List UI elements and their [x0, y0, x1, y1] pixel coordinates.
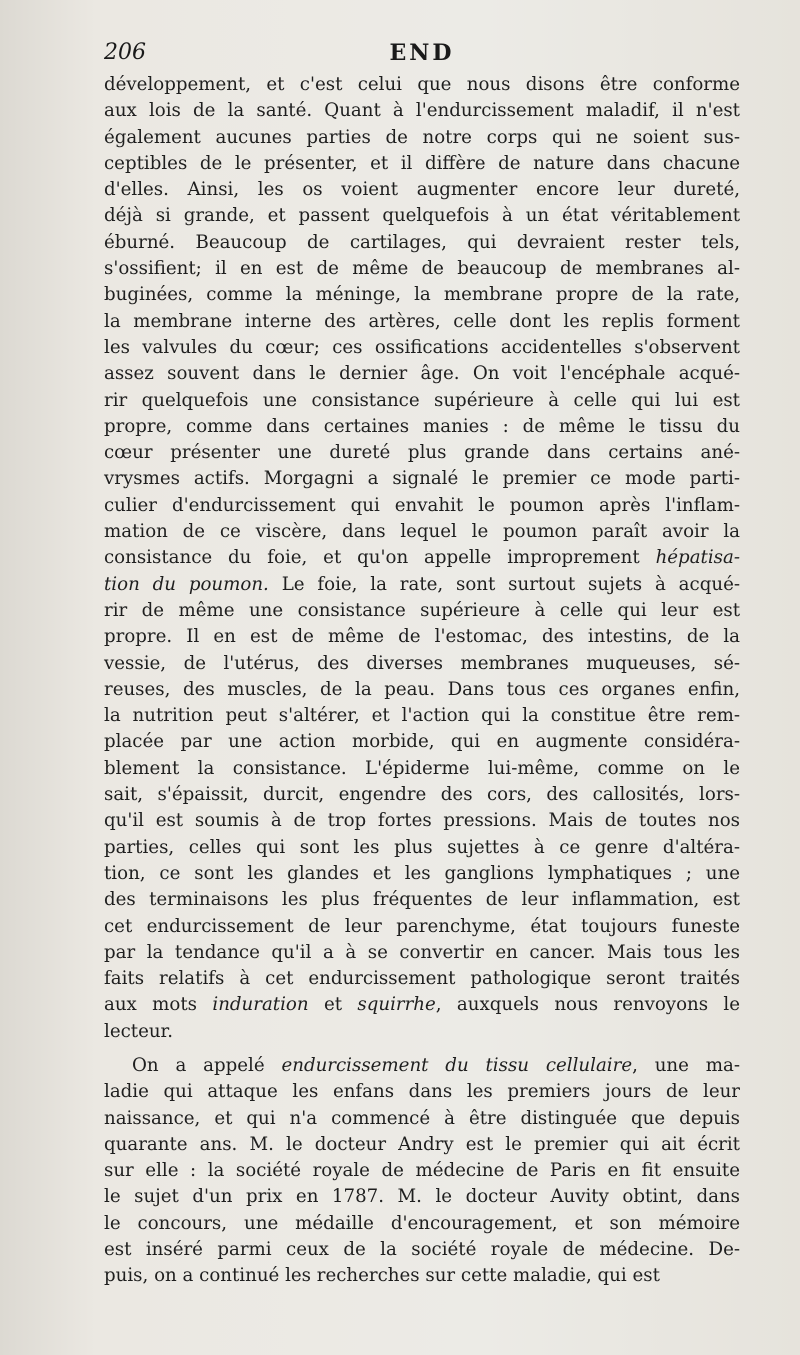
text-span: sur elle : la société royale de médecine de Paris en fit ensuite — [104, 1160, 740, 1182]
text-line — [104, 1079, 740, 1105]
text-span: éburné. Beaucoup de cartilages, qui devraient rester tels, — [104, 231, 740, 253]
text-line — [104, 677, 740, 703]
text-line — [104, 361, 740, 387]
text-span: quarante ans. M. le docteur Andry est le premier qui ait écrit — [104, 1133, 740, 1155]
text-span: , une ma- — [632, 1054, 740, 1076]
text-span: des terminaisons les plus fréquentes de leur inflammation, est — [104, 889, 740, 911]
text-span: qu'il est soumis à de trop fortes pressions. Mais de toutes nos — [104, 810, 740, 832]
text-line — [104, 335, 740, 361]
text-span: la membrane interne des artères, celle dont les replis forment — [104, 310, 740, 332]
text-span: puis, on a continué les recherches sur cette maladie, qui est — [104, 1265, 660, 1287]
text-line — [104, 1132, 740, 1158]
text-span: vessie, de l'utérus, des diverses membranes muqueuses, sé- — [104, 652, 740, 674]
text-line — [104, 256, 740, 282]
text-span: cet endurcissement de leur parenchyme, état toujours funeste — [104, 915, 740, 937]
text-line — [104, 782, 740, 808]
text-line — [104, 1211, 740, 1237]
text-span: déjà si grande, et passent quelquefois à un état véritablement — [104, 205, 740, 227]
text-line — [104, 72, 740, 98]
text-span: mation de ce viscère, dans lequel le poumon paraît avoir la — [104, 521, 740, 543]
text-span: développement, et c'est celui que nous disons être conforme — [104, 74, 740, 95]
text-line — [104, 1237, 740, 1263]
text-span: placée par une action morbide, qui en augmente considéra- — [104, 731, 740, 753]
text-span: est inséré parmi ceux de la société royale de médecine. De- — [104, 1239, 740, 1261]
text-line — [104, 151, 740, 177]
text-line — [104, 1019, 740, 1045]
text-line — [104, 466, 740, 492]
text-span: cœur présenter une dureté plus grande dans certains ané- — [104, 442, 740, 464]
text-span: les valvules du cœur; ces ossifications accidentelles s'observent — [104, 336, 740, 358]
text-span: le concours, une médaille d'encouragement, et son mémoire — [104, 1212, 740, 1234]
text-line — [104, 98, 740, 124]
italic-text: squirrhe — [357, 994, 436, 1016]
text-line — [104, 203, 740, 229]
text-span: s'ossifient; il en est de même de beaucoup de membranes al- — [104, 258, 740, 280]
body-text — [104, 72, 740, 1290]
paragraph — [104, 72, 740, 1045]
italic-text: induration — [212, 994, 309, 1016]
text-span: également aucunes parties de notre corps qui ne soient sus- — [104, 126, 740, 148]
running-head: END — [389, 40, 455, 66]
text-line — [104, 835, 740, 861]
text-span: aux mots — [104, 994, 213, 1016]
text-line — [104, 388, 740, 414]
text-line — [104, 992, 740, 1018]
text-span: ceptibles de le présenter, et il diffère de nature dans chacune — [104, 152, 740, 174]
text-span: et — [308, 994, 358, 1016]
text-line — [104, 1053, 740, 1079]
text-span: culier d'endurcissement qui envahit le poumon après l'inflam- — [104, 494, 740, 516]
text-line — [104, 519, 740, 545]
text-span: propre, comme dans certaines manies : de même le tissu du — [104, 415, 740, 437]
text-span: consistance du foie, et qu'on appelle improprement — [104, 547, 656, 569]
text-line — [104, 651, 740, 677]
text-span: le sujet d'un prix en 1787. M. le docteur Auvity obtint, dans — [104, 1186, 740, 1208]
text-line — [104, 1263, 740, 1289]
text-line — [104, 177, 740, 203]
text-span: ladie qui attaque les enfans dans les premiers jours de leur — [104, 1081, 740, 1103]
text-span: d'elles. Ainsi, les os voient augmenter encore leur dureté, — [104, 179, 740, 201]
text-line — [104, 309, 740, 335]
text-line — [104, 914, 740, 940]
text-line — [104, 966, 740, 992]
text-line — [104, 598, 740, 624]
text-span: Le foie, la rate, sont surtout sujets à acqué- — [268, 573, 740, 595]
text-line — [104, 1106, 740, 1132]
text-line — [104, 624, 740, 650]
text-line — [104, 125, 740, 151]
text-span: propre. Il en est de même de l'estomac, des intestins, de la — [104, 626, 740, 648]
text-span: naissance, et qui n'a commencé à être distinguée que depuis — [104, 1107, 740, 1129]
text-line — [104, 808, 740, 834]
text-span: la nutrition peut s'altérer, et l'action qui la constitue être rem- — [104, 705, 740, 727]
text-line — [104, 545, 740, 571]
text-line — [104, 1184, 740, 1210]
text-line — [104, 887, 740, 913]
text-span: sait, s'épaissit, durcit, engendre des cors, des callosités, lors- — [104, 784, 740, 806]
text-span: vrysmes actifs. Morgagni a signalé le premier ce mode parti- — [104, 468, 740, 490]
page-number: 206 — [104, 40, 146, 65]
text-span: tion, ce sont les glandes et les ganglions lymphatiques ; une — [104, 862, 740, 884]
text-line — [104, 1158, 740, 1184]
text-span: , auxquels nous renvoyons le — [435, 994, 741, 1016]
text-span: buginées, comme la méninge, la membrane propre de la rate, — [104, 284, 740, 306]
text-line — [104, 440, 740, 466]
text-span: reuses, des muscles, de la peau. Dans tous ces organes enfin, — [104, 678, 740, 700]
paragraph — [104, 1053, 740, 1290]
text-span: par la tendance qu'il a à se convertir en cancer. Mais tous les — [104, 941, 740, 963]
text-line — [104, 940, 740, 966]
page-header — [104, 40, 740, 70]
text-span: aux lois de la santé. Quant à l'endurcissement maladif, il n'est — [104, 100, 740, 122]
italic-text: tion du poumon. — [104, 573, 269, 595]
text-line — [104, 282, 740, 308]
text-line — [104, 493, 740, 519]
text-line — [104, 703, 740, 729]
text-line — [104, 729, 740, 755]
text-span: lecteur. — [104, 1020, 174, 1042]
text-span: rir quelquefois une consistance supérieure à celle qui lui est — [104, 389, 740, 411]
text-span: rir de même une consistance supérieure à celle qui leur est — [104, 599, 740, 621]
italic-text: hépatisa- — [655, 547, 740, 569]
text-span: assez souvent dans le dernier âge. On voit l'encéphale acqué- — [104, 363, 740, 385]
text-line — [104, 414, 740, 440]
text-line — [104, 861, 740, 887]
text-span: parties, celles qui sont les plus sujettes à ce genre d'altéra- — [104, 836, 740, 858]
text-line — [104, 572, 740, 598]
text-span: faits relatifs à cet endurcissement pathologique seront traités — [104, 968, 740, 990]
paragraph-gap — [104, 1045, 740, 1053]
italic-text: endurcissement du tissu cellulaire — [281, 1054, 633, 1076]
text-line — [104, 230, 740, 256]
text-span: blement la consistance. L'épiderme lui-même, comme on le — [104, 757, 740, 779]
text-span: On a appelé — [132, 1054, 282, 1076]
text-line — [104, 756, 740, 782]
